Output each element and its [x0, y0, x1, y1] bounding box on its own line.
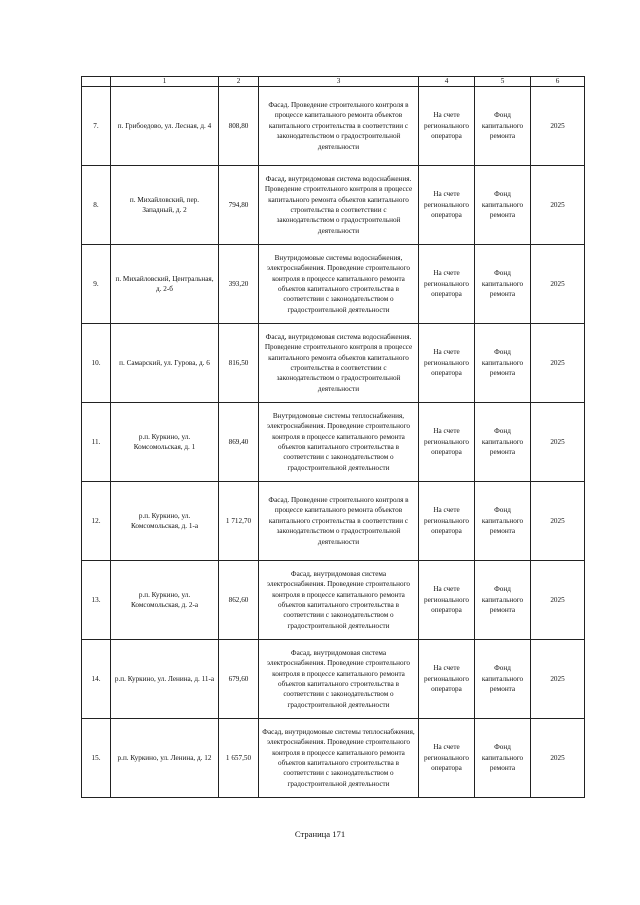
row-number: 12. [82, 482, 111, 561]
year-cell: 2025 [531, 245, 585, 324]
row-number: 15. [82, 719, 111, 798]
table-row [82, 403, 585, 482]
row-number: 10. [82, 324, 111, 403]
year-cell: 2025 [531, 640, 585, 719]
account-cell: На счете регионального оператора [419, 719, 475, 798]
row-number: 8. [82, 166, 111, 245]
address-cell: р.п. Куркино, ул. Ленина, д. 11-а [111, 640, 219, 719]
repair-schedule-table [81, 76, 585, 798]
account-cell: На счете регионального оператора [419, 561, 475, 640]
address-cell: п. Грибоедово, ул. Лесная, д. 4 [111, 87, 219, 166]
year-cell: 2025 [531, 403, 585, 482]
area-cell: 816,50 [219, 324, 259, 403]
year-cell: 2025 [531, 719, 585, 798]
account-cell: На счете регионального оператора [419, 87, 475, 166]
column-header: 5 [475, 77, 531, 87]
area-cell: 794,80 [219, 166, 259, 245]
address-cell: р.п. Куркино, ул. Комсомольская, д. 1-а [111, 482, 219, 561]
account-cell: На счете регионального оператора [419, 324, 475, 403]
works-description-cell: Фасад, внутридомовые системы теплоснабжения, электроснабжения. Проведение строительного контроля в процессе капитального ремонта объектов капитального строительства в соответствии с законодательством о градостроительной деятельности [259, 719, 419, 798]
table-row [82, 245, 585, 324]
column-header: 3 [259, 77, 419, 87]
year-cell: 2025 [531, 561, 585, 640]
row-number: 7. [82, 87, 111, 166]
address-cell: п. Самарский, ул. Гурова, д. 6 [111, 324, 219, 403]
works-description-cell: Фасад, внутридомовая система электроснабжения. Проведение строительного контроля в процессе капитального ремонта объектов капитального строительства в соответствии с законодательством о градостроительной деятельности [259, 640, 419, 719]
account-cell: На счете регионального оператора [419, 640, 475, 719]
account-cell: На счете регионального оператора [419, 482, 475, 561]
year-cell: 2025 [531, 482, 585, 561]
funding-source-cell: Фонд капитального ремонта [475, 561, 531, 640]
account-cell: На счете регионального оператора [419, 245, 475, 324]
table-row [82, 561, 585, 640]
area-cell: 679,60 [219, 640, 259, 719]
funding-source-cell: Фонд капитального ремонта [475, 640, 531, 719]
table-row [82, 87, 585, 166]
area-cell: 869,40 [219, 403, 259, 482]
table-header-row [82, 77, 585, 87]
year-cell: 2025 [531, 324, 585, 403]
area-cell: 862,60 [219, 561, 259, 640]
works-description-cell: Фасад. Проведение строительного контроля в процессе капитального ремонта объектов капитального строительства в соответствии с законодательством о градостроительной деятельности [259, 87, 419, 166]
year-cell: 2025 [531, 166, 585, 245]
table-row [82, 324, 585, 403]
funding-source-cell: Фонд капитального ремонта [475, 403, 531, 482]
address-cell: п. Михайловский, Центральная, д. 2-б [111, 245, 219, 324]
address-cell: р.п. Куркино, ул. Ленина, д. 12 [111, 719, 219, 798]
works-description-cell: Внутридомовые системы теплоснабжения, электроснабжения. Проведение строительного контроля в процессе капитального ремонта объектов капитального строительства в соответствии с законодательством о градостроительной деятельности [259, 403, 419, 482]
column-header: 2 [219, 77, 259, 87]
works-description-cell: Фасад. Проведение строительного контроля в процессе капитального ремонта объектов капитального строительства в соответствии с законодательством о градостроительной деятельности [259, 482, 419, 561]
funding-source-cell: Фонд капитального ремонта [475, 166, 531, 245]
page-number: Страница 171 [294, 829, 346, 839]
area-cell: 1 712,70 [219, 482, 259, 561]
funding-source-cell: Фонд капитального ремонта [475, 245, 531, 324]
row-number: 9. [82, 245, 111, 324]
works-description-cell: Фасад, внутридомовая система электроснабжения. Проведение строительного контроля в процессе капитального ремонта объектов капитального строительства в соответствии с законодательством о градостроительной деятельности [259, 561, 419, 640]
funding-source-cell: Фонд капитального ремонта [475, 482, 531, 561]
address-cell: р.п. Куркино, ул. Комсомольская, д. 1 [111, 403, 219, 482]
funding-source-cell: Фонд капитального ремонта [475, 87, 531, 166]
account-cell: На счете регионального оператора [419, 403, 475, 482]
works-description-cell: Фасад, внутридомовая система водоснабжения. Проведение строительного контроля в процессе капитального ремонта объектов капитального строительства в соответствии с законодательством о градостроительной деятельности [259, 324, 419, 403]
table-row [82, 640, 585, 719]
year-cell: 2025 [531, 87, 585, 166]
area-cell: 393,20 [219, 245, 259, 324]
works-description-cell: Фасад, внутридомовая система водоснабжения. Проведение строительного контроля в процессе капитального ремонта объектов капитального строительства в соответствии с законодательством о градостроительной деятельности [259, 166, 419, 245]
area-cell: 808,80 [219, 87, 259, 166]
address-cell: р.п. Куркино, ул. Комсомольская, д. 2-а [111, 561, 219, 640]
row-number: 11. [82, 403, 111, 482]
funding-source-cell: Фонд капитального ремонта [475, 719, 531, 798]
address-cell: п. Михайловский, пер. Западный, д. 2 [111, 166, 219, 245]
column-header: 1 [111, 77, 219, 87]
table-row [82, 719, 585, 798]
area-cell: 1 657,50 [219, 719, 259, 798]
row-number: 13. [82, 561, 111, 640]
table-row [82, 166, 585, 245]
works-description-cell: Внутридомовые системы водоснабжения, электроснабжения. Проведение строительного контроля в процессе капитального ремонта объектов капитального строительства в соответствии с законодательством о градостроительной деятельности [259, 245, 419, 324]
funding-source-cell: Фонд капитального ремонта [475, 324, 531, 403]
column-header [82, 77, 111, 87]
account-cell: На счете регионального оператора [419, 166, 475, 245]
table-row [82, 482, 585, 561]
column-header: 6 [531, 77, 585, 87]
column-header: 4 [419, 77, 475, 87]
row-number: 14. [82, 640, 111, 719]
